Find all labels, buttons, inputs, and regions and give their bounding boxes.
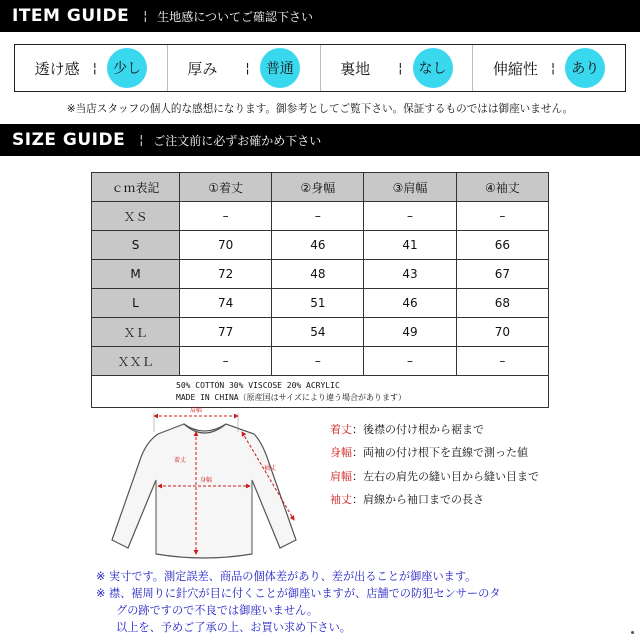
feel-value-badge: 普通 — [260, 48, 300, 88]
feel-stretch — [473, 45, 625, 91]
header-separator: ¦ — [143, 9, 148, 23]
size-guide-title: SIZE GUIDE — [12, 130, 126, 150]
item-guide-title: ITEM GUIDE — [12, 6, 130, 26]
size-value: – — [364, 202, 456, 231]
footnote-line: グの跡ですので不良では御座いません。 — [116, 604, 319, 617]
feel-thickness — [168, 45, 321, 91]
feel-label: 厚み — [187, 59, 218, 78]
staff-notice: ※当店スタッフの個人的な感想になります。御参考としてご覧下さい。保証するものではは御座いません。 — [66, 103, 574, 115]
definition-row — [330, 464, 630, 488]
table-corner: ｃｍ表記 — [92, 173, 180, 202]
definition-desc: ：肩線から袖口までの長さ — [352, 493, 484, 507]
feel-dash: ¦ — [550, 60, 556, 76]
size-label: S — [92, 231, 180, 260]
definition-term: 肩幅 — [330, 469, 352, 483]
table-header-row — [92, 173, 549, 202]
feel-transparency — [15, 45, 168, 91]
size-value: – — [272, 347, 364, 376]
size-value: 70 — [180, 231, 272, 260]
feel-dash: ¦ — [92, 60, 98, 76]
footnote-line: ※ 襟、裾周りに針穴が目に付くことが御座いますが、店舗での防犯センサーのタ — [96, 587, 501, 600]
size-value: 48 — [272, 260, 364, 289]
feel-label: 裏地 — [340, 59, 371, 78]
definition-term: 着丈 — [330, 422, 352, 436]
label-width: 身幅 — [199, 477, 213, 484]
definition-term: 身幅 — [330, 446, 352, 460]
definition-row — [330, 441, 630, 465]
table-row — [92, 202, 549, 231]
size-value: 68 — [456, 289, 548, 318]
column-header: ②身幅 — [272, 173, 364, 202]
table-row — [92, 260, 549, 289]
table-row — [92, 318, 549, 347]
size-label: L — [92, 289, 180, 318]
feel-value-badge: あり — [565, 48, 605, 88]
size-label: ＸＸＬ — [92, 347, 180, 376]
size-value: 77 — [180, 318, 272, 347]
size-value: 41 — [364, 231, 456, 260]
feel-lining — [321, 45, 474, 91]
feel-value-badge: なし — [413, 48, 453, 88]
footnote-line: ※ 実寸です。測定誤差、商品の個体差があり、差が出ることが御座います。 — [96, 570, 477, 583]
footnotes — [96, 568, 636, 636]
size-value: – — [364, 347, 456, 376]
feel-value-badge: 少し — [107, 48, 147, 88]
size-value: 74 — [180, 289, 272, 318]
definition-row — [330, 488, 630, 512]
size-value: 70 — [456, 318, 548, 347]
table-row — [92, 347, 549, 376]
item-guide-subtitle: 生地感についてご確認下さい — [157, 9, 313, 24]
size-guide-subtitle: ご注文前に必ずお確かめ下さい — [153, 133, 322, 148]
shirt-outline-icon — [112, 424, 296, 558]
size-label: M — [92, 260, 180, 289]
definition-term: 袖丈 — [330, 493, 352, 507]
size-value: – — [180, 202, 272, 231]
origin-text: MADE IN CHINA（原産国はサイズにより違う場合があります） — [176, 392, 406, 402]
item-guide-header — [0, 0, 640, 32]
size-value: – — [180, 347, 272, 376]
fabric-feel-panel — [14, 44, 626, 92]
definition-desc: ：両袖の付け根下を直線で測った値 — [352, 446, 528, 460]
size-label: ＸＬ — [92, 318, 180, 347]
size-value: 49 — [364, 318, 456, 347]
size-table — [91, 172, 549, 408]
size-value: 51 — [272, 289, 364, 318]
footnote-line: 以上を、予めご了承の上、お買い求め下さい。 — [116, 621, 351, 634]
table-row — [92, 289, 549, 318]
column-header: ①着丈 — [180, 173, 272, 202]
feel-label: 伸縮性 — [492, 59, 538, 78]
size-label: ＸＳ — [92, 202, 180, 231]
size-value: 46 — [272, 231, 364, 260]
size-value: 43 — [364, 260, 456, 289]
label-sleeve: 袖丈 — [263, 465, 277, 472]
size-value: – — [456, 202, 548, 231]
size-value: 67 — [456, 260, 548, 289]
feel-dash: ¦ — [398, 60, 403, 76]
size-value: – — [456, 347, 548, 376]
label-shoulder: 肩幅 — [189, 407, 203, 414]
size-value: – — [272, 202, 364, 231]
header-separator: ¦ — [139, 133, 144, 147]
shirt-measurement-diagram — [100, 402, 312, 566]
column-header: ④袖丈 — [456, 173, 548, 202]
size-value: 46 — [364, 289, 456, 318]
size-value: 54 — [272, 318, 364, 347]
feel-dash: ¦ — [245, 60, 250, 76]
material-text: 50% COTTON 30% VISCOSE 20% ACRYLIC — [176, 380, 340, 390]
definition-desc: ：後襟の付け根から裾まで — [352, 422, 484, 436]
column-header: ③肩幅 — [364, 173, 456, 202]
table-row — [92, 231, 549, 260]
corner-dot — [631, 631, 634, 634]
size-value: 66 — [456, 231, 548, 260]
label-length: 着丈 — [173, 457, 187, 464]
measurement-definitions — [330, 417, 630, 511]
size-value: 72 — [180, 260, 272, 289]
feel-label: 透け感 — [34, 59, 80, 78]
size-guide-header — [0, 124, 640, 156]
definition-row — [330, 417, 630, 441]
definition-desc: ：左右の肩先の縫い目から縫い目まで — [352, 469, 539, 483]
